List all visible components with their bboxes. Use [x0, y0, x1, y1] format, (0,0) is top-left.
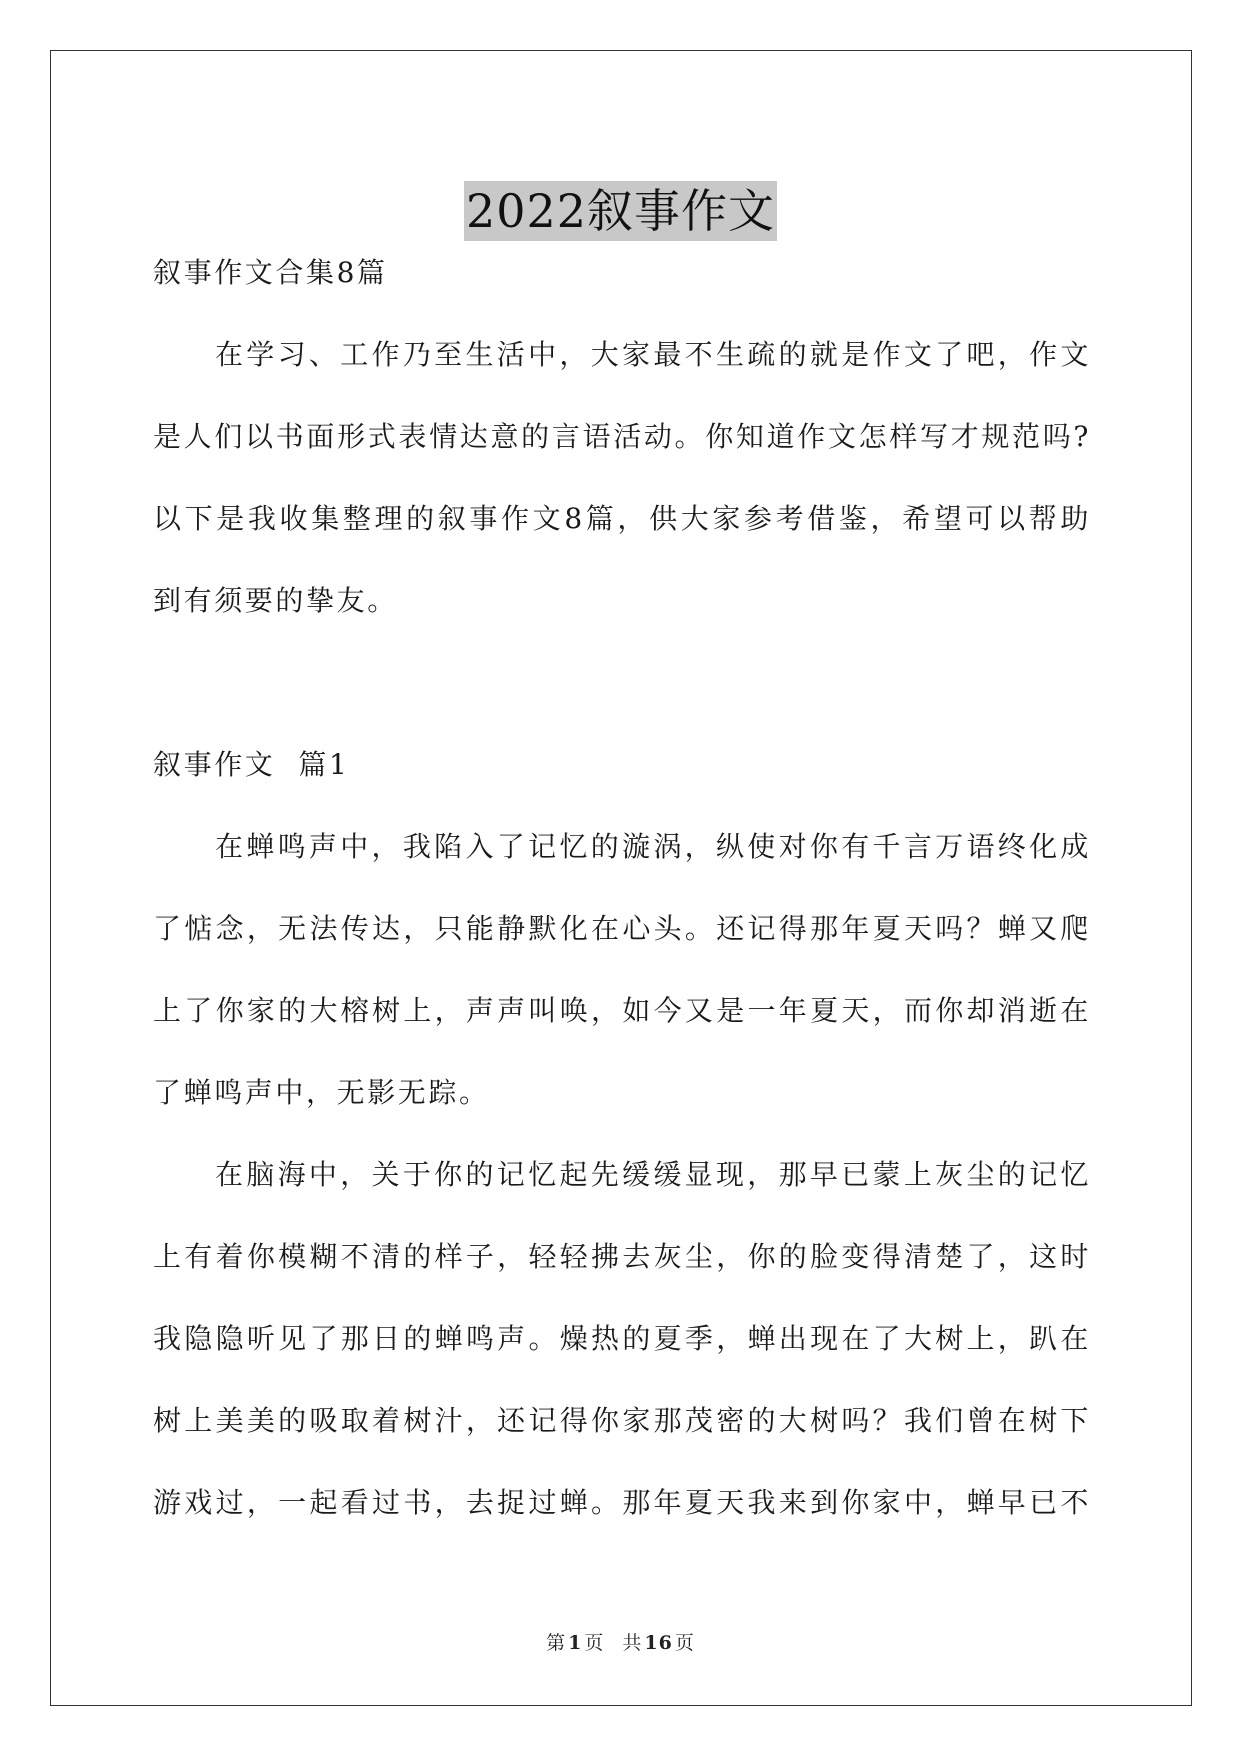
section-spacer: [153, 642, 1091, 724]
intro-line: 在学习、工作乃至生活中，大家最不生疏的就是作文了吧，作文: [215, 338, 1091, 371]
footer-page-total: 16: [644, 1632, 673, 1654]
story-paragraph-1: [153, 806, 1091, 1134]
paragraph-line: 游戏过，一起看过书，去捉过蝉。那年夏天我来到你家中，蝉早已不: [153, 1486, 1091, 1519]
paragraph-line: 了蝉鸣声中，无影无踪。: [153, 1076, 490, 1109]
collection-subtitle: 叙事作文合集8篇: [153, 256, 388, 289]
footer-page-current: 1: [568, 1632, 583, 1654]
footer-total-suffix: 页: [674, 1632, 695, 1654]
paragraph-line: 上了你家的大榕树上，声声叫唤，如今又是一年夏天，而你却消逝在: [153, 994, 1091, 1027]
footer-page-mid: 页: [584, 1632, 605, 1654]
footer-total-prefix: 共: [622, 1632, 643, 1654]
paragraph-line: 树上美美的吸取着树汁，还记得你家那茂密的大树吗？我们曾在树下: [153, 1404, 1091, 1437]
intro-line: 是人们以书面形式表情达意的言语活动。你知道作文怎样写才规范吗?: [153, 420, 1091, 453]
section-heading: 叙事作文 篇1: [153, 748, 350, 781]
intro-paragraph: [153, 314, 1091, 642]
footer-page-prefix: 第: [546, 1632, 567, 1654]
document-title: 2022叙事作文: [464, 181, 777, 241]
intro-line: 以下是我收集整理的叙事作文8篇，供大家参考借鉴，希望可以帮助: [153, 502, 1091, 535]
paragraph-line: 上有着你模糊不清的样子，轻轻拂去灰尘，你的脸变得清楚了，这时: [153, 1240, 1091, 1273]
paragraph-line: 了惦念，无法传达，只能静默化在心头。还记得那年夏天吗？蝉又爬: [153, 912, 1091, 945]
story-paragraph-2: [153, 1134, 1091, 1544]
document-body: [153, 232, 1091, 1544]
intro-line: 到有须要的挚友。: [153, 584, 398, 617]
page-footer: [0, 1628, 1241, 1655]
paragraph-line: 我隐隐听见了那日的蝉鸣声。燥热的夏季，蝉出现在了大树上，趴在: [153, 1322, 1091, 1355]
paragraph-line: 在脑海中，关于你的记忆起先缓缓显现，那早已蒙上灰尘的记忆: [215, 1158, 1091, 1191]
paragraph-line: 在蝉鸣声中，我陷入了记忆的漩涡，纵使对你有千言万语终化成: [215, 830, 1091, 863]
